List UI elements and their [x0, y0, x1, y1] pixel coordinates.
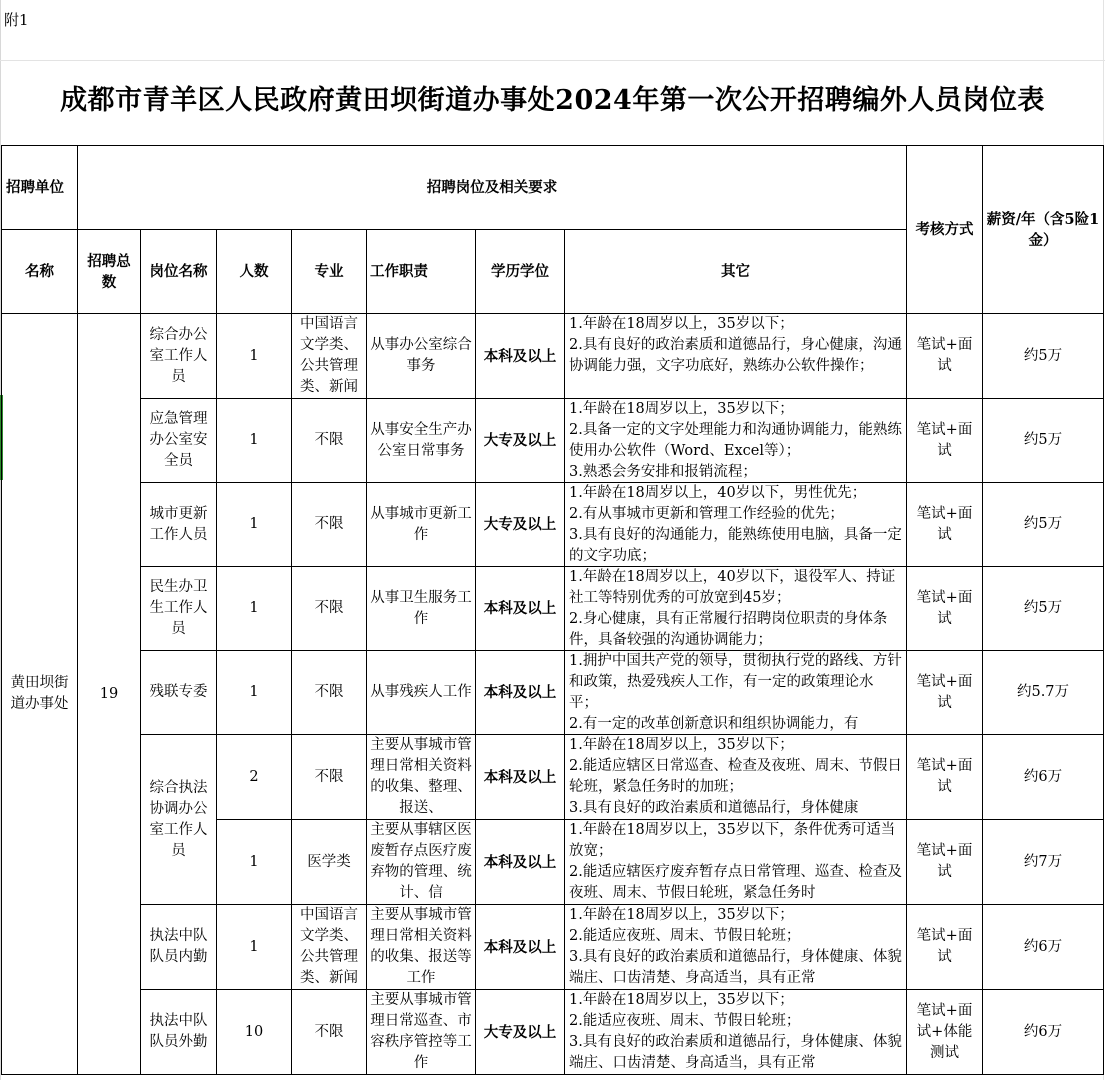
duties-cell: 从事卫生服务工作 — [370, 589, 472, 627]
other-requirements-cell: 1.年龄在18周岁以上，35岁以下； 2.具备一定的文字处理能力和沟通协调能力，能熟练使用办公软件（Word、Excel等）； 3.熟悉会务安排和报销流程； — [569, 401, 902, 480]
education-cell: 本科及以上 — [476, 735, 565, 820]
major-cell: 不限 — [314, 1023, 344, 1040]
duties-cell: 从事残疾人工作 — [370, 684, 472, 700]
other-requirements-cell: 1.年龄在18周岁以上，35岁以下； 2.具有良好的政治素质和道德品行，身心健康，沟通协调能力强，文字功底好，熟练办公软件操作； — [569, 316, 902, 374]
position-name-cell: 执法中队队员内勤 — [149, 928, 208, 965]
table-row — [2, 567, 1104, 651]
header-total: 招聘总数 — [78, 230, 141, 314]
assessment-cell: 笔试+面试+体能测试 — [907, 990, 983, 1075]
assessment-cell: 笔试+面试 — [907, 314, 983, 399]
header-divider — [0, 60, 1105, 61]
count-cell: 2 — [217, 735, 292, 820]
count-cell: 1 — [217, 905, 292, 990]
position-name-cell: 残联专委 — [149, 684, 208, 700]
header-position-group: 招聘岗位及相关要求 — [78, 146, 907, 230]
table-row — [2, 651, 1104, 735]
other-requirements-cell: 1.年龄在18周岁以上，35岁以下； 2.能适应辖区日常巡查、检查及夜班、周末、节假日轮班，紧急任务时的加班； 3.具有良好的政治素质和道德品行，身体健康 — [569, 737, 902, 816]
header-assessment: 考核方式 — [907, 146, 983, 314]
salary-cell: 约5万 — [983, 314, 1104, 399]
duties-cell: 主要从事辖区医废暂存点医疗废弃物的管理、统计、信 — [370, 822, 472, 901]
education-cell: 大专及以上 — [476, 399, 565, 483]
assessment-cell: 笔试+面试 — [907, 651, 983, 735]
salary-cell: 约5万 — [983, 483, 1104, 567]
count-cell: 1 — [217, 820, 292, 905]
table-row — [2, 735, 1104, 820]
header-major: 专业 — [292, 230, 367, 314]
other-requirements-cell: 1.拥护中国共产党的领导，贯彻执行党的路线、方针和政策，热爱残疾人工作，有一定的政策理论水平； 2.有一定的改革创新意识和组织协调能力，有 — [569, 653, 902, 732]
position-name-cell: 综合执法协调办公室工作人员 — [141, 735, 217, 905]
count-cell: 1 — [217, 399, 292, 483]
salary-cell: 约5万 — [983, 567, 1104, 651]
major-cell: 不限 — [314, 768, 344, 785]
other-requirements-cell: 1.年龄在18周岁以上，35岁以下，条件优秀可适当放宽； 2.能适应辖医疗废弃暂存点日常管理、巡查、检查及夜班、周末、节假日轮班，紧急任务时 — [569, 822, 902, 901]
position-name-cell: 应急管理办公室安全员 — [149, 411, 208, 469]
position-name-cell: 执法中队队员外勤 — [149, 1013, 208, 1050]
duties-cell: 从事安全生产办公室日常事务 — [370, 421, 472, 459]
position-name-cell: 民生办卫生工作人员 — [149, 579, 208, 637]
position-name-cell: 综合办公室工作人员 — [149, 326, 208, 385]
other-requirements-cell: 1.年龄在18周岁以上，40岁以下，退役军人、持证社工等特别优秀的可放宽到45岁； 2.身心健康，具有正常履行招聘岗位职责的身体条件，具备较强的沟通协调能力； — [569, 569, 896, 648]
major-cell: 不限 — [314, 600, 344, 616]
major-cell: 中国语言文学类、公共管理类、新闻 — [300, 907, 358, 986]
header-duties: 工作职责 — [367, 230, 476, 314]
education-cell: 本科及以上 — [476, 905, 565, 990]
table-row — [2, 905, 1104, 990]
count-cell: 1 — [217, 567, 292, 651]
salary-cell: 约6万 — [983, 735, 1104, 820]
table-row — [2, 990, 1104, 1075]
major-cell: 不限 — [314, 684, 344, 700]
header-position-name: 岗位名称 — [141, 230, 217, 314]
count-cell: 10 — [217, 990, 292, 1075]
table-row — [2, 483, 1104, 567]
assessment-cell: 笔试+面试 — [907, 399, 983, 483]
education-cell: 本科及以上 — [476, 567, 565, 651]
assessment-cell: 笔试+面试 — [907, 483, 983, 567]
major-cell: 不限 — [314, 432, 344, 448]
salary-cell: 约6万 — [983, 990, 1104, 1075]
header-unit-group: 招聘单位 — [2, 146, 78, 230]
other-requirements-cell: 1.年龄在18周岁以上，40岁以下，男性优先； 2.有从事城市更新和管理工作经验的优先； 3.具有良好的沟通能力，能熟练使用电脑，具备一定的文字功底； — [569, 485, 902, 564]
position-name-cell: 城市更新工作人员 — [149, 505, 208, 543]
duties-cell: 从事城市更新工作 — [370, 505, 472, 543]
assessment-cell: 笔试+面试 — [907, 820, 983, 905]
salary-cell: 约6万 — [983, 905, 1104, 990]
recruitment-table — [1, 145, 1104, 1075]
education-cell: 本科及以上 — [476, 314, 565, 399]
count-cell: 1 — [217, 651, 292, 735]
salary-cell: 约5万 — [983, 399, 1104, 483]
other-requirements-cell: 1.年龄在18周岁以上，35岁以下； 2.能适应夜班、周末、节假日轮班； 3.具有良好的政治素质和道德品行，身体健康、体貌端庄、口齿清楚、身高适当，具有正常 — [569, 907, 902, 986]
count-cell: 1 — [217, 314, 292, 399]
other-requirements-cell: 1.年龄在18周岁以上，35岁以下； 2.能适应夜班、周末、节假日轮班； 3.具有良好的政治素质和道德品行，身体健康、体貌端庄、口齿清楚、身高适当，具有正常 — [569, 992, 902, 1071]
major-cell: 医学类 — [307, 853, 351, 870]
assessment-cell: 笔试+面试 — [907, 567, 983, 651]
assessment-cell: 笔试+面试 — [907, 735, 983, 820]
header-row-1 — [2, 146, 1104, 230]
education-cell: 大专及以上 — [476, 990, 565, 1075]
education-cell: 大专及以上 — [476, 483, 565, 567]
header-name: 名称 — [2, 230, 78, 314]
header-salary: 薪资/年（含5险1金） — [983, 146, 1104, 314]
duties-cell: 从事办公室综合事务 — [370, 337, 472, 374]
major-cell: 不限 — [314, 516, 344, 532]
education-cell: 本科及以上 — [476, 820, 565, 905]
assessment-cell: 笔试+面试 — [907, 905, 983, 990]
education-cell: 本科及以上 — [476, 651, 565, 735]
count-cell: 1 — [217, 483, 292, 567]
duties-cell: 主要从事城市管理日常相关资料的收集、整理、报送、 — [370, 737, 472, 816]
header-other: 其它 — [565, 230, 907, 314]
table-row — [2, 314, 1104, 399]
salary-cell: 约7万 — [983, 820, 1104, 905]
salary-cell: 约5.7万 — [983, 651, 1104, 735]
major-cell: 中国语言文学类、公共管理类、新闻 — [300, 316, 358, 395]
page-title: 成都市青羊区人民政府黄田坝街道办事处2024年第一次公开招聘编外人员岗位表 — [60, 85, 1045, 116]
table-row — [2, 399, 1104, 483]
duties-cell: 主要从事城市管理日常巡查、市容秩序管控等工作 — [370, 992, 472, 1071]
unit-name-cell: 黄田坝街道办事处 — [2, 314, 78, 1075]
header-count: 人数 — [217, 230, 292, 314]
attachment-label: 附1 — [4, 11, 29, 29]
header-education: 学历学位 — [476, 230, 565, 314]
duties-cell: 主要从事城市管理日常相关资料的收集、报送等工作 — [370, 907, 472, 986]
unit-total-cell: 19 — [78, 314, 141, 1075]
